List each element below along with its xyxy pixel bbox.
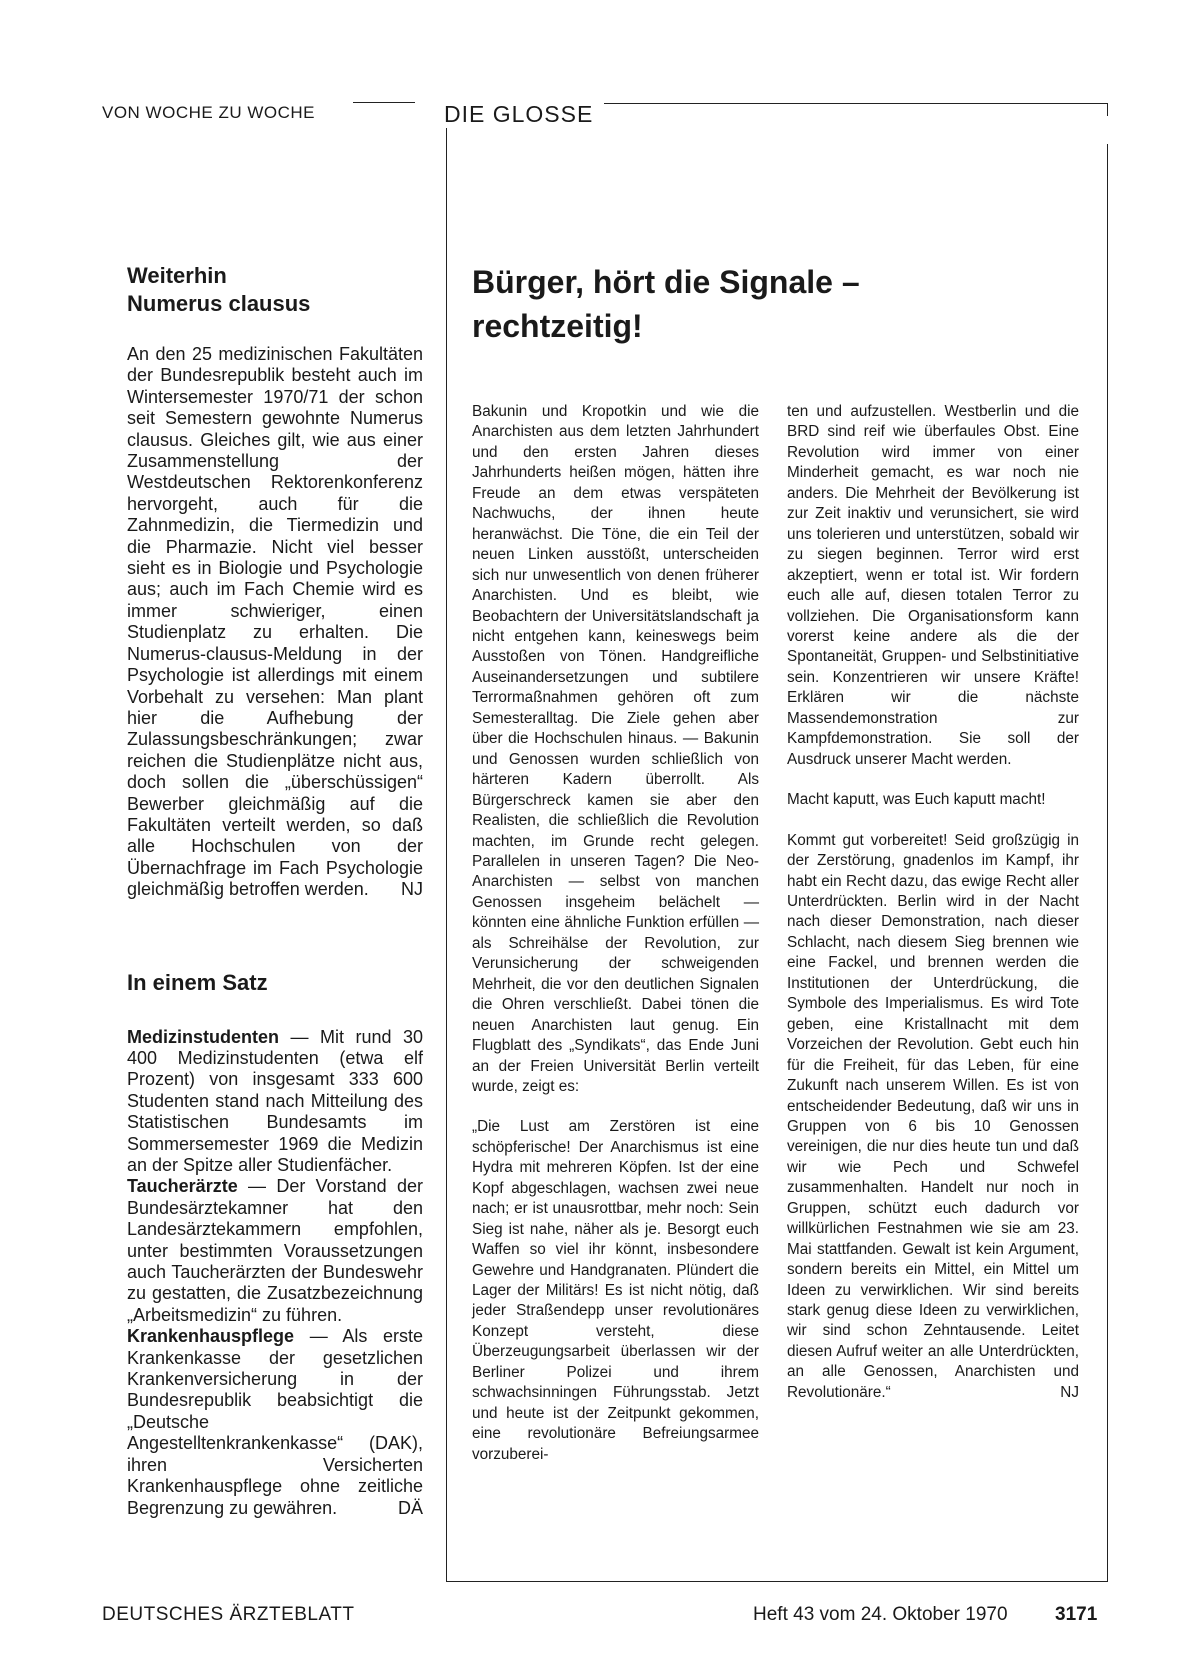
glosse-frame-bottom — [446, 1581, 1108, 1582]
glosse-title-line2: rechtzeitig! — [472, 308, 643, 344]
glosse-column-1 — [472, 402, 759, 1465]
footer-issue: Heft 43 vom 24. Oktober 1970 — [753, 1604, 1008, 1625]
news-item-text: — Mit rund 30 400 Medizinstudenten (etwa elf Prozent) von insgesamt 333 600 Studenten stand nach Mitteilung des Statistischen Bundesamts im Sommersemester 1969 die Medizin an der Spitze aller Studienfächer. — [127, 1026, 423, 1175]
news-item-lead: Taucherärzte — [127, 1176, 238, 1197]
glosse-title-line1: Bürger, hört die Signale – — [472, 264, 860, 300]
section-label-left: VON WOCHE ZU WOCHE — [102, 103, 315, 122]
glosse-paragraph: Bakunin und Kropotkin und wie die Anarchisten aus dem letzten Jahrhundert und den ersten Jahren dieses Jahrhunderts heißen mögen, hätten ihre Freude an dem etwas verspäteten Nachwuchs, der ihnen heute heranwächst. Die Töne, die ein Teil der neuen Linken ausstößt, unterscheiden sich nur unwesentlich von denen früherer Anarchisten. Und es bleibt, wie Beobachtern der Universitätslandschaft ja nicht entgehen kann, keineswegs beim Ausstoßen von Tönen. Handgreifliche Auseinandersetzungen und subtilere Terrormaßnahmen gehören oft zum Semesteralltag. Die Ziele gehen aber über die Hochschulen hinaus. — Bakunin und Genossen wurden schließlich von härteren Kadern überrollt. Als Bürgerschreck kamen sie aber den Realisten, die schließlich die Revolution machten, im Grunde recht gelegen. Parallelen in unseren Tagen? Die Neo-Anarchisten — selbst von manchen Genossen insgeheim belächelt — könnten eine ähnliche Funktion erfüllen — als Schreihälse der Revolution, zur Verunsicherung der schweigenden Mehrheit, die vor den deutlichen Signalen die Ohren verschließt. Dabei tönen die neuen Anarchisten laut genug. Ein Flugblatt des „Syndikats“, das Ende Juni an der Freien Universität Berlin verteilt wurde, zeigt es: — [472, 403, 759, 1095]
page-number: 3171 — [1055, 1604, 1098, 1625]
article-heading-line1: Weiterhin — [127, 263, 227, 288]
glosse-quote-paragraph: ten und aufzustellen. Westberlin und die BRD sind reif wie überfaules Obst. Eine Revolution wird immer von einer Minderheit gemacht, es war noch nie anders. Die Mehrheit der Bevölkerung ist zur Zeit inaktiv und verunsichert, sie wird uns tolerieren und unterstützen, sobald wir zu siegen beginnen. Terror wird erst akzeptiert, wenn er total ist. Wir fordern euch alle auf, diesen totalen Terror zu vollziehen. Die Organisationsform kann vorerst keine andere als die der Spontaneität, Gruppen- und Selbstinitiative sein. Konzentrieren wir unsere Kräfte! Erklären wir die nächste Massendemonstration zur Kampfdemonstration. Sie soll der Ausdruck unserer Macht werden. — [787, 403, 1079, 768]
glosse-title — [472, 260, 1092, 348]
glosse-quote-paragraph: „Die Lust am Zerstören ist eine schöpferische! Der Anarchismus ist eine Hydra mit mehreren Köpfen. Ist der eine Kopf abgeschlagen, wachsen zwei neue nach; er ist unausrottbar, mehr noch: Sein Sieg ist nahe, näher als je. Besorgt euch Waffen so viel ihr könnt, insbesondere Gewehre und Handgranaten. Plündert die Lager der Militärs! Es ist nicht nötig, daß jeder Straßendepp unser revolutionäres Konzept versteht, diese Überzeugungsarbeit überlassen wir der Berliner Polizei und ihrem schwachsinningen Führungsstab. Jetzt und heute ist der Zeitpunkt gekommen, eine revolutionäre Befreiungsarmee vorzuberei- — [472, 1118, 759, 1463]
footer-publication: DEUTSCHES ÄRZTEBLATT — [102, 1604, 355, 1625]
article-text: An den 25 medizinischen Fakultäten der Bundesrepublik besteht auch im Wintersemester 1970/71 der schon seit Semestern gewohnte Numerus clausus. Gleiches gilt, wie aus einer Zusammenstellung der Westdeutschen Rektorenkonferenz hervorgeht, auch für die Zahnmedizin, die Tiermedizin und die Pharmazie. Nicht viel besser sieht es in Biologie und Psychologie aus; auch im Fach Chemie wird es immer schwieriger, einen Studienplatz zu erhalten. Die Numerus-clausus-Meldung in der Psychologie ist allerdings mit einem Vorbehalt zu versehen: Man plant hier die Aufhebung der Zulassungsbeschränkungen; zwar reichen die Studienplätze nicht aus, doch sollen die „überschüssigen“ Bewerber gleichmäßig auf die Fakultäten verteilt werden, so daß alle Hochschulen von der Übernachfrage im Fach Psychologie gleichmäßig betroffen werden. — [127, 344, 423, 900]
glosse-signature: NJ — [1060, 1383, 1079, 1401]
news-item — [127, 1176, 423, 1326]
glosse-quote-text: Kommt gut vorbereitet! Seid großzügig in der Zerstörung, gnadenlos im Kampf, ihr habt ein Recht dazu, das ewige Recht aller Unterdrückten. Berlin wird in der Nacht nach dieser Demonstration, nach dieser Schlacht, nach diesem Sieg brennen wie eine Fackel, und brennen werden die Institutionen der Unterdrückung, die Symbole des Imperialismus. Es wird Tote geben, eine Kristallnacht mit dem Vorzeichen der Revolution. Gebt euch hin für die Freiheit, für das Leben, für eine Zukunft nach unserem Willen. Es ist von entscheidender Bedeutung, daß wir uns in Gruppen von 6 bis 10 Genossen vereinigen, die nur dies heute tun und daß wir wie Pech und Schwefel zusammenhalten. Handelt nur noch in Gruppen, schützt euch dadurch vor willkürlichen Festnahmen wie sie am 23. Mai stattfanden. Gewalt ist kein Argument, sondern bereits ein Mittel, ein Mittel um Ideen zu verwirklichen. Wir sind bereits stark genug diese Ideen zu verwirklichen, wir sind schon Zehntausende. Leitet diesen Aufruf weiter an alle Unterdrückten, an alle Genossen, Anarchisten und Revolutionäre.“ — [787, 831, 1079, 1401]
article-signature: NJ — [401, 879, 423, 900]
news-item-lead: Krankenhauspflege — [127, 1326, 295, 1347]
news-item-text: — Der Vorstand der Bundesärztekamner hat den Landesärztekammern empfohlen, unter bestimmten Voraussetzungen auch Taucherärzten der Bundeswehr zu gestatten, die Zusatzbezeichnung „Arbeitsmedizin“ zu führen. — [127, 1176, 423, 1325]
header-rule-left — [353, 102, 415, 103]
news-item — [127, 1027, 423, 1177]
in-einem-satz-heading: In einem Satz — [127, 969, 268, 995]
glosse-frame-top — [604, 103, 1108, 104]
in-einem-satz-list — [127, 1027, 423, 1519]
article-heading — [127, 262, 423, 318]
article-body — [127, 344, 423, 901]
article-heading-line2: Numerus clausus — [127, 291, 311, 316]
glosse-frame-corner — [1107, 103, 1108, 116]
news-item-signature: DÄ — [397, 1497, 423, 1518]
glosse-quote-paragraph: Macht kaputt, was Euch kaputt macht! — [787, 791, 1046, 809]
section-label-right: DIE GLOSSE — [444, 101, 594, 127]
glosse-quote-paragraph — [787, 831, 1079, 1404]
news-item — [127, 1326, 423, 1519]
news-item-lead: Medizinstudenten — [127, 1026, 279, 1047]
glosse-frame-right — [1107, 144, 1108, 1582]
news-item-text: — Als erste Krankenkasse der gesetzlichen Krankenversicherung in der Bundesrepublik beabsichtigt die „Deutsche Angestelltenkrankenkasse“ (DAK), ihren Versicherten Krankenhauspflege ohne zeitliche Begrenzung zu gewähren. — [127, 1326, 423, 1518]
glosse-frame-left — [446, 128, 447, 1582]
glosse-column-2 — [787, 402, 1079, 1403]
left-column — [127, 262, 423, 1519]
